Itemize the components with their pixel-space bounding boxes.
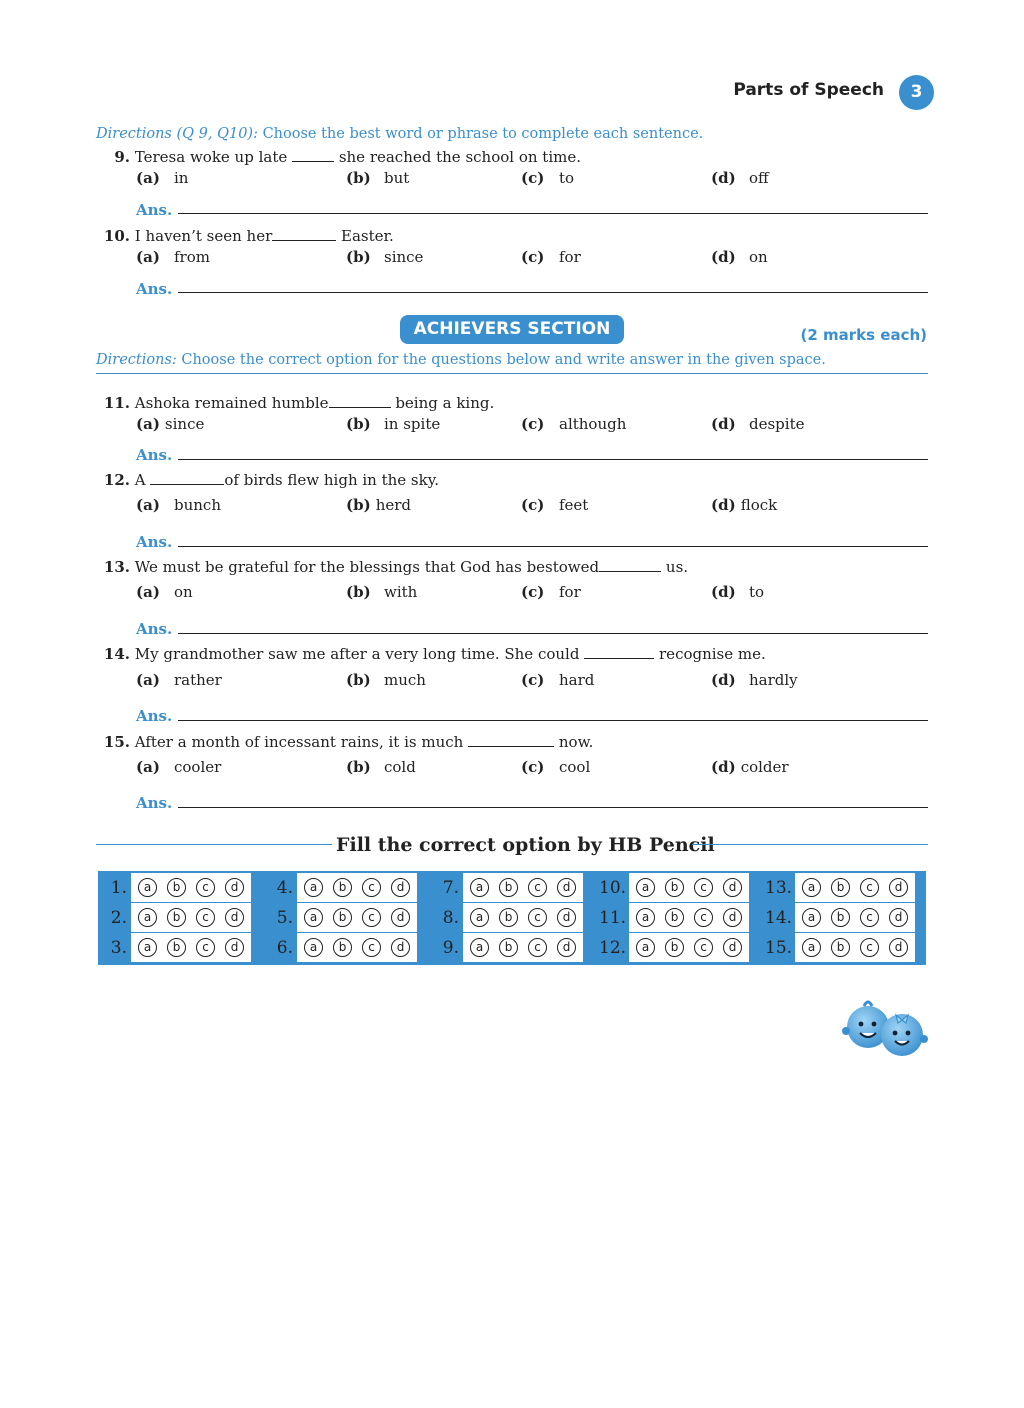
omr-bubble-a[interactable]: a: [470, 938, 489, 957]
option-b: [346, 496, 411, 514]
omr-bubble-group: [297, 933, 417, 962]
omr-bubble-b[interactable]: b: [499, 878, 518, 897]
omr-question-number: 11.: [599, 907, 627, 928]
omr-bubble-a[interactable]: a: [636, 938, 655, 957]
omr-bubble-a[interactable]: a: [470, 878, 489, 897]
marks-note: (2 marks each): [800, 326, 927, 344]
option-label: (c): [521, 415, 545, 433]
option-text: cold: [384, 758, 416, 776]
omr-bubble-a[interactable]: a: [304, 938, 323, 957]
omr-bubble-a[interactable]: a: [138, 938, 157, 957]
option-text: for: [559, 583, 581, 601]
option-label: (b): [346, 671, 371, 689]
omr-row: [101, 903, 251, 932]
omr-row: [765, 933, 915, 962]
option-b: [346, 169, 409, 187]
omr-bubble-group: [131, 903, 251, 932]
option-label: (c): [521, 583, 545, 601]
option-text: much: [384, 671, 426, 689]
omr-bubble-c[interactable]: c: [694, 878, 713, 897]
question-number: 15.: [103, 733, 130, 751]
omr-bubble-d[interactable]: d: [723, 878, 742, 897]
question-number: 13.: [103, 558, 130, 576]
omr-bubble-b[interactable]: b: [831, 938, 850, 957]
omr-answer-grid: [98, 871, 926, 965]
omr-bubble-group: [629, 903, 749, 932]
omr-row: [599, 873, 749, 902]
omr-row: [267, 903, 417, 932]
omr-bubble-d[interactable]: d: [225, 908, 244, 927]
ans-label: Ans.: [136, 446, 173, 464]
omr-bubble-a[interactable]: a: [636, 878, 655, 897]
omr-bubble-d[interactable]: d: [889, 938, 908, 957]
option-label: (a): [136, 671, 160, 689]
omr-bubble-b[interactable]: b: [665, 908, 684, 927]
omr-bubble-b[interactable]: b: [665, 878, 684, 897]
option-a: [136, 415, 204, 433]
option-label: (a): [136, 496, 160, 514]
omr-bubble-d[interactable]: d: [889, 878, 908, 897]
option-d: [711, 169, 769, 187]
omr-bubble-a[interactable]: a: [470, 908, 489, 927]
option-label: (d): [711, 248, 736, 266]
option-c: [521, 415, 626, 433]
question-text-pre: We must be grateful for the blessings that God has bestowed: [134, 558, 600, 576]
option-text: feet: [559, 496, 589, 514]
omr-bubble-b[interactable]: b: [499, 908, 518, 927]
page-number-badge: 3: [899, 75, 934, 110]
question-number: 10.: [103, 227, 130, 245]
omr-row: [433, 873, 583, 902]
option-text: in: [174, 169, 189, 187]
omr-bubble-c[interactable]: c: [196, 878, 215, 897]
fill-rule-right: [692, 844, 928, 845]
directions-lead: Directions:: [96, 352, 177, 368]
option-d: [711, 496, 777, 514]
omr-question-number: 14.: [765, 907, 793, 928]
omr-question-number: 9.: [442, 937, 459, 958]
omr-bubble-d[interactable]: d: [557, 908, 576, 927]
ans-label: Ans.: [136, 280, 173, 298]
question-13: [96, 557, 688, 576]
omr-bubble-group: [131, 933, 251, 962]
option-label: (d): [711, 169, 736, 187]
option-label: (b): [346, 169, 371, 187]
answer-blank: [150, 470, 224, 485]
option-d: [711, 248, 768, 266]
omr-bubble-b[interactable]: b: [831, 878, 850, 897]
omr-question-number: 1.: [110, 877, 127, 898]
fill-rule-left: [96, 844, 332, 845]
omr-row: [267, 933, 417, 962]
ans-label: Ans.: [136, 201, 173, 219]
omr-row: [267, 873, 417, 902]
option-a: [136, 671, 222, 689]
question-text-post: being a king.: [395, 394, 495, 412]
option-d: [711, 415, 804, 433]
question-9: [96, 147, 581, 166]
option-label: (d): [711, 758, 736, 776]
directions-lead: Directions (Q 9, Q10):: [96, 126, 258, 142]
omr-question-number: 4.: [276, 877, 293, 898]
option-label: (b): [346, 496, 371, 514]
option-text: hardly: [749, 671, 798, 689]
omr-bubble-d[interactable]: d: [391, 908, 410, 927]
option-b: [346, 248, 423, 266]
question-text-pre: Teresa woke up late: [134, 148, 288, 166]
option-text: with: [384, 583, 418, 601]
omr-question-number: 2.: [110, 907, 127, 928]
omr-bubble-group: [463, 903, 583, 932]
answer-line[interactable]: [178, 720, 928, 721]
omr-question-number: 3.: [110, 937, 127, 958]
omr-bubble-group: [795, 933, 915, 962]
option-label: (b): [346, 248, 371, 266]
option-label: (c): [521, 758, 545, 776]
omr-question-number: 7.: [442, 877, 459, 898]
omr-bubble-c[interactable]: c: [362, 878, 381, 897]
option-c: [521, 496, 588, 514]
option-d: [711, 758, 789, 776]
option-text: colder: [740, 758, 789, 776]
question-text-pre: I haven’t seen her: [134, 227, 273, 245]
option-text: herd: [375, 496, 411, 514]
option-label: (c): [521, 169, 545, 187]
option-b: [346, 671, 426, 689]
option-text: since: [164, 415, 205, 433]
option-c: [521, 758, 590, 776]
omr-bubble-c[interactable]: c: [694, 938, 713, 957]
omr-bubble-d[interactable]: d: [557, 938, 576, 957]
omr-bubble-b[interactable]: b: [167, 938, 186, 957]
question-text-pre: My grandmother saw me after a very long time. She could: [134, 645, 580, 663]
section-divider: [96, 373, 928, 374]
question-number: 14.: [103, 645, 130, 663]
achievers-section-banner: ACHIEVERS SECTION: [400, 315, 624, 344]
option-d: [711, 671, 798, 689]
omr-bubble-a[interactable]: a: [802, 878, 821, 897]
option-text: since: [384, 248, 424, 266]
answer-line[interactable]: [178, 633, 928, 634]
ans-label: Ans.: [136, 707, 173, 725]
option-label: (a): [136, 169, 160, 187]
twin-baby-faces-icon: [840, 995, 930, 1065]
answer-blank: [468, 732, 554, 747]
directions-q9-q10: [96, 126, 703, 142]
answer-blank: [584, 644, 654, 659]
option-b: [346, 583, 417, 601]
omr-bubble-group: [463, 873, 583, 902]
question-text-post: of birds flew high in the sky.: [224, 471, 439, 489]
option-label: (b): [346, 415, 371, 433]
option-label: (a): [136, 758, 160, 776]
omr-row: [765, 903, 915, 932]
omr-bubble-group: [629, 933, 749, 962]
omr-bubble-a[interactable]: a: [802, 938, 821, 957]
ans-label: Ans.: [136, 794, 173, 812]
omr-bubble-b[interactable]: b: [333, 878, 352, 897]
question-text-post: recognise me.: [659, 645, 766, 663]
omr-bubble-c[interactable]: c: [196, 908, 215, 927]
answer-line[interactable]: [178, 807, 928, 808]
option-label: (b): [346, 758, 371, 776]
option-text: for: [559, 248, 581, 266]
omr-row: [599, 903, 749, 932]
omr-bubble-a[interactable]: a: [138, 908, 157, 927]
omr-bubble-d[interactable]: d: [225, 938, 244, 957]
question-text-pre: A: [134, 471, 146, 489]
omr-question-number: 6.: [276, 937, 293, 958]
option-text: hard: [559, 671, 595, 689]
option-label: (a): [136, 248, 160, 266]
option-label: (c): [521, 671, 545, 689]
option-c: [521, 583, 581, 601]
option-text: on: [749, 248, 768, 266]
omr-bubble-b[interactable]: b: [831, 908, 850, 927]
omr-bubble-d[interactable]: d: [557, 878, 576, 897]
omr-row: [765, 873, 915, 902]
omr-bubble-group: [297, 873, 417, 902]
chapter-title: Parts of Speech: [733, 80, 884, 100]
ans-label: Ans.: [136, 533, 173, 551]
omr-bubble-group: [131, 873, 251, 902]
option-text: in spite: [384, 415, 441, 433]
option-text: cool: [559, 758, 591, 776]
question-text-post: now.: [558, 733, 594, 751]
answer-line[interactable]: [178, 546, 928, 547]
option-text: bunch: [174, 496, 221, 514]
omr-question-number: 8.: [442, 907, 459, 928]
option-text: to: [559, 169, 575, 187]
question-10: [96, 226, 394, 245]
omr-bubble-c[interactable]: c: [362, 938, 381, 957]
omr-bubble-c[interactable]: c: [196, 938, 215, 957]
option-label: (a): [136, 583, 160, 601]
omr-bubble-b[interactable]: b: [333, 938, 352, 957]
omr-bubble-a[interactable]: a: [138, 878, 157, 897]
omr-bubble-c[interactable]: c: [860, 908, 879, 927]
directions-text: Choose the correct option for the questions below and write answer in the given space.: [176, 352, 826, 368]
question-text-post: us.: [665, 558, 689, 576]
option-c: [521, 248, 581, 266]
option-label: (a): [136, 415, 160, 433]
omr-bubble-d[interactable]: d: [225, 878, 244, 897]
omr-bubble-d[interactable]: d: [391, 938, 410, 957]
omr-row: [101, 933, 251, 962]
answer-blank: [292, 147, 334, 162]
option-a: [136, 248, 210, 266]
option-label: (d): [711, 496, 736, 514]
fill-title: Fill the correct option by HB Pencil: [336, 834, 715, 856]
omr-row: [433, 933, 583, 962]
omr-bubble-b[interactable]: b: [167, 908, 186, 927]
omr-row: [433, 903, 583, 932]
option-text: off: [749, 169, 769, 187]
omr-question-number: 15.: [765, 937, 793, 958]
option-label: (d): [711, 671, 736, 689]
omr-row: [599, 933, 749, 962]
option-c: [521, 169, 574, 187]
option-label: (c): [521, 496, 545, 514]
omr-bubble-a[interactable]: a: [304, 878, 323, 897]
omr-bubble-c[interactable]: c: [528, 878, 547, 897]
question-15: [96, 732, 593, 751]
option-label: (d): [711, 415, 736, 433]
answer-blank: [272, 226, 336, 241]
omr-bubble-c[interactable]: c: [860, 878, 879, 897]
ans-label: Ans.: [136, 620, 173, 638]
omr-bubble-c[interactable]: c: [694, 908, 713, 927]
option-label: (b): [346, 583, 371, 601]
question-text-pre: Ashoka remained humble: [134, 394, 329, 412]
question-number: 12.: [103, 471, 130, 489]
option-label: (c): [521, 248, 545, 266]
omr-question-number: 10.: [599, 877, 627, 898]
omr-bubble-d[interactable]: d: [889, 908, 908, 927]
option-b: [346, 758, 416, 776]
omr-bubble-d[interactable]: d: [723, 938, 742, 957]
option-text: from: [174, 248, 210, 266]
omr-bubble-c[interactable]: c: [860, 938, 879, 957]
option-b: [346, 415, 440, 433]
omr-bubble-a[interactable]: a: [636, 908, 655, 927]
omr-question-number: 5.: [276, 907, 293, 928]
option-a: [136, 169, 188, 187]
option-d: [711, 583, 764, 601]
question-14: [96, 644, 766, 663]
option-label: (d): [711, 583, 736, 601]
option-text: to: [749, 583, 765, 601]
option-text: but: [384, 169, 410, 187]
question-number: 9.: [114, 148, 130, 166]
option-text: on: [174, 583, 193, 601]
omr-bubble-group: [629, 873, 749, 902]
omr-bubble-a[interactable]: a: [802, 908, 821, 927]
omr-bubble-group: [463, 933, 583, 962]
omr-bubble-c[interactable]: c: [362, 908, 381, 927]
directions-text: Choose the best word or phrase to complete each sentence.: [257, 126, 704, 142]
omr-bubble-b[interactable]: b: [665, 938, 684, 957]
omr-bubble-d[interactable]: d: [723, 908, 742, 927]
omr-bubble-a[interactable]: a: [304, 908, 323, 927]
omr-question-number: 13.: [765, 877, 793, 898]
question-12: [96, 470, 439, 489]
omr-bubble-c[interactable]: c: [528, 938, 547, 957]
question-text-post: she reached the school on time.: [338, 148, 581, 166]
directions-achievers: [96, 352, 826, 368]
answer-blank: [329, 393, 391, 408]
option-text: rather: [174, 671, 222, 689]
answer-line[interactable]: [178, 213, 928, 214]
omr-bubble-b[interactable]: b: [167, 878, 186, 897]
omr-bubble-group: [297, 903, 417, 932]
option-text: despite: [749, 415, 805, 433]
option-text: although: [559, 415, 627, 433]
omr-bubble-group: [795, 903, 915, 932]
question-text-pre: After a month of incessant rains, it is much: [134, 733, 464, 751]
omr-bubble-b[interactable]: b: [333, 908, 352, 927]
omr-bubble-c[interactable]: c: [528, 908, 547, 927]
answer-line[interactable]: [178, 292, 928, 293]
answer-line[interactable]: [178, 459, 928, 460]
question-number: 11.: [103, 394, 130, 412]
option-text: cooler: [174, 758, 222, 776]
option-text: flock: [740, 496, 778, 514]
option-a: [136, 496, 221, 514]
omr-question-number: 12.: [599, 937, 627, 958]
omr-bubble-d[interactable]: d: [391, 878, 410, 897]
omr-bubble-b[interactable]: b: [499, 938, 518, 957]
option-a: [136, 583, 193, 601]
question-text-post: Easter.: [341, 227, 394, 245]
question-11: [96, 393, 494, 412]
answer-blank: [599, 557, 661, 572]
option-a: [136, 758, 221, 776]
option-c: [521, 671, 594, 689]
omr-row: [101, 873, 251, 902]
omr-bubble-group: [795, 873, 915, 902]
